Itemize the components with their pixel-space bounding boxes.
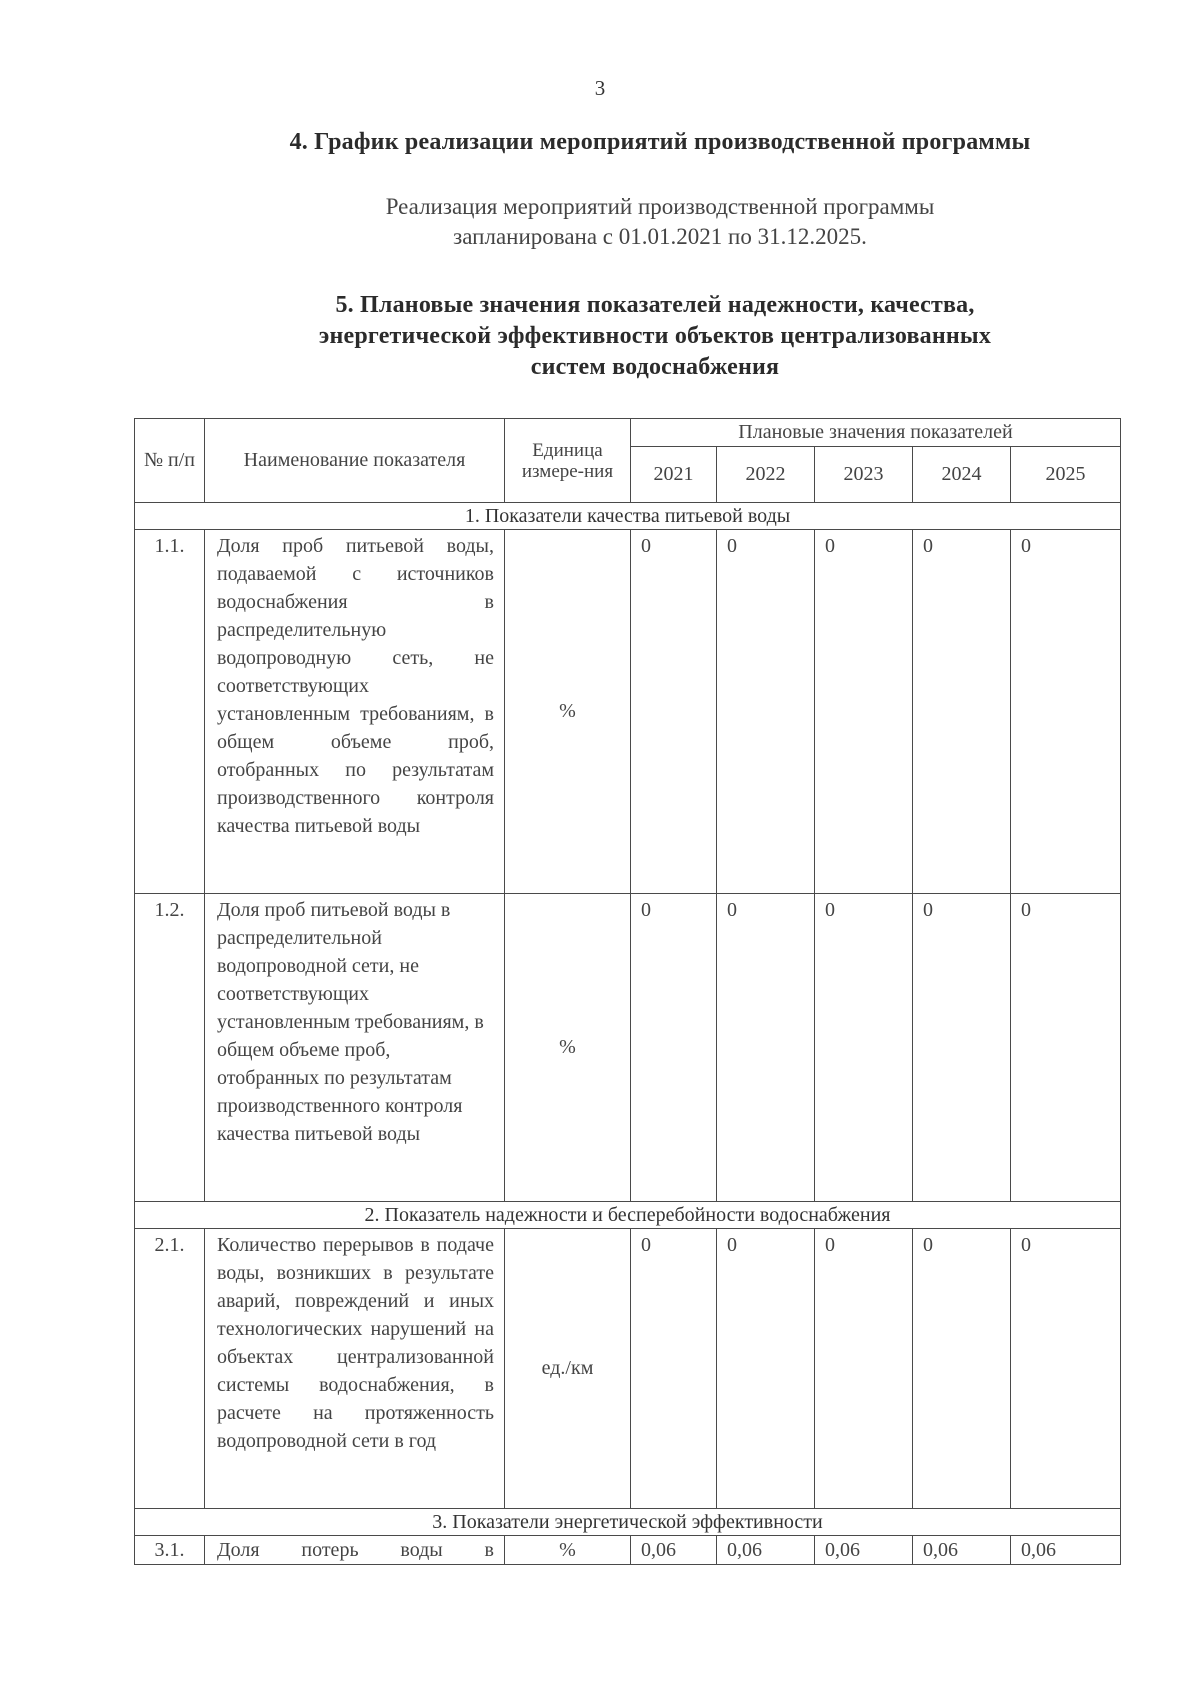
header-year: 2023 [815,447,913,503]
section-5-heading-line2: энергетической эффективности объектов централизованных [318,323,992,349]
row-num: 3.1. [135,1536,205,1565]
section-4-text-line1: Реализация мероприятий производственной программы [385,194,935,219]
header-year: 2025 [1011,447,1121,503]
page-number: 3 [594,76,606,100]
header-plan: Плановые значения показателей [631,419,1121,447]
row-value: 0 [913,1229,1011,1509]
section-row [135,1202,1121,1229]
section-5-heading-line3: систем водоснабжения [530,354,780,380]
header-num: № п/п [135,419,205,503]
section-title: 1. Показатели качества питьевой воды [135,503,1121,530]
row-value: 0,06 [1011,1536,1121,1565]
row-value: 0 [913,530,1011,894]
row-unit: ед./км [505,1229,631,1509]
section-4-text [180,192,1140,252]
table-row [135,1536,1121,1565]
row-num: 2.1. [135,1229,205,1509]
row-value: 0,06 [913,1536,1011,1565]
header-year: 2022 [717,447,815,503]
row-value: 0 [717,1229,815,1509]
row-num: 1.2. [135,894,205,1202]
row-unit: % [505,1536,631,1565]
header-unit: Единица измере-ния [505,419,631,503]
table-row [135,1229,1121,1509]
indicators-table [134,418,1121,1565]
row-value: 0 [717,530,815,894]
row-name: Доля проб питьевой воды в распределительной водопроводной сети, не соответствующих установленным требованиям, в общем объеме проб, отобранных по результатам производственного контроля качества питьевой воды [205,894,505,1202]
row-num: 1.1. [135,530,205,894]
row-unit: % [505,894,631,1202]
section-4-heading: 4. График реализации мероприятий производственной программы [289,129,1031,155]
row-value: 0 [631,894,717,1202]
section-5-heading-line1: 5. Плановые значения показателей надежности, качества, [335,292,975,318]
section-row [135,1509,1121,1536]
row-value: 0 [1011,894,1121,1202]
row-value: 0 [631,1229,717,1509]
row-value: 0 [815,1229,913,1509]
row-unit: % [505,530,631,894]
section-5-heading [180,290,1130,383]
row-name: Доля потерь воды в [205,1536,505,1565]
row-value: 0 [1011,530,1121,894]
table-row [135,530,1121,894]
section-row [135,503,1121,530]
header-year: 2021 [631,447,717,503]
row-value: 0 [717,894,815,1202]
row-name: Количество перерывов в подаче воды, возникших в результате аварий, повреждений и иных технологических нарушений на объектах централизованной системы водоснабжения, в расчете на протяженность водопроводной сети в год [205,1229,505,1509]
row-value: 0 [913,894,1011,1202]
table-row [135,894,1121,1202]
section-title: 3. Показатели энергетической эффективности [135,1509,1121,1536]
row-value: 0 [1011,1229,1121,1509]
header-name: Наименование показателя [205,419,505,503]
row-value: 0,06 [631,1536,717,1565]
row-value: 0,06 [717,1536,815,1565]
section-title: 2. Показатель надежности и бесперебойности водоснабжения [135,1202,1121,1229]
header-year: 2024 [913,447,1011,503]
row-value: 0 [815,530,913,894]
section-4-text-line2: запланирована с 01.01.2021 по 31.12.2025. [453,224,867,249]
row-name: Доля проб питьевой воды, подаваемой с источников водоснабжения в распределительную водопроводную сеть, не соответствующих установленным требованиям, в общем объеме проб, отобранных по результатам производственного контроля качества питьевой воды [205,530,505,894]
row-value: 0,06 [815,1536,913,1565]
row-value: 0 [815,894,913,1202]
row-value: 0 [631,530,717,894]
